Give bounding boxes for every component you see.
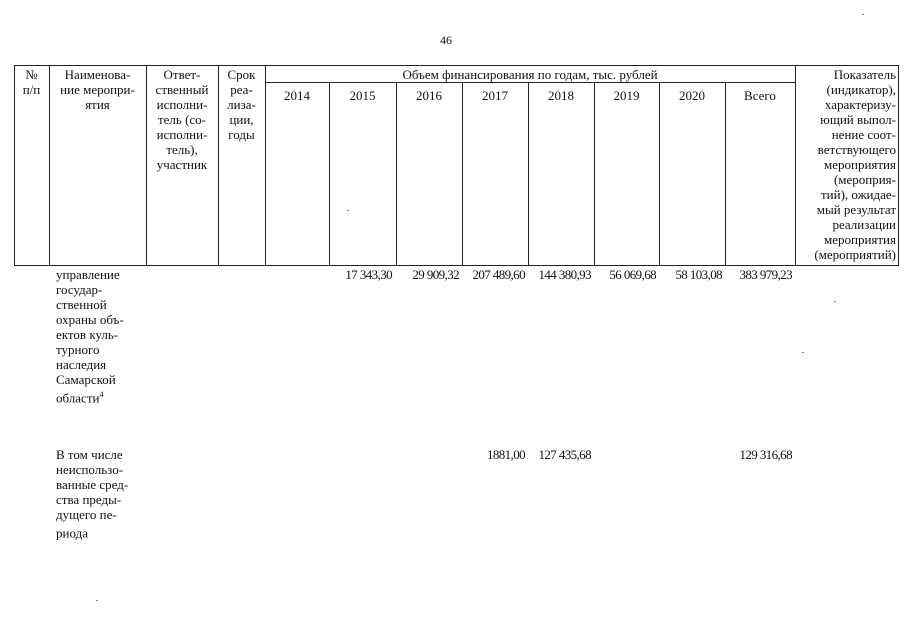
- header-col-term: Срок реа- лиза- ции, годы: [227, 67, 256, 142]
- row-1-value-total: 383 979,23: [739, 267, 792, 282]
- scan-speck: [802, 352, 804, 353]
- header-col-number: № п/п: [22, 67, 41, 97]
- row-1-value-2020: 58 103,08: [675, 267, 722, 282]
- page-number: 46: [440, 33, 452, 47]
- header-year-2015: 2015: [349, 88, 376, 103]
- row-1-name-text: управление государ- ственной охраны объ- ектов куль- турного наследия Самарской области: [56, 267, 124, 406]
- row-2-name-text: В том числе неиспользо- ванные сред- ства преды- дущего пе- риода: [56, 447, 129, 541]
- header-col-indicator: Показатель (индикатор), характеризу- ющий выпол- нение соот- ветствующего мероприятия (мероприя- тий), ожидае- мый результат реализации мероприятия (мероприятий): [814, 67, 896, 262]
- row-2-value-total: 129 316,68: [739, 447, 792, 462]
- header-col-funding: Объем финансирования по годам, тыс. рублей: [402, 67, 658, 82]
- header-year-2017: 2017: [482, 88, 508, 103]
- scan-speck: [96, 600, 98, 601]
- scan-speck: [862, 14, 864, 15]
- header-col-name: Наименова- ние меропри- ятия: [60, 67, 135, 112]
- row-2-value-2017: 1881,00: [486, 447, 525, 462]
- header-year-total: Всего: [744, 88, 776, 103]
- header-col-executor: Ответ- ственный исполни- тель (со- исполни- тель), участник: [155, 67, 209, 172]
- header-year-2014: 2014: [284, 88, 310, 103]
- header-year-2020: 2020: [679, 88, 705, 103]
- row-2-name: [56, 447, 146, 540]
- row-1-footnote: 4: [99, 390, 104, 399]
- row-1-value-2017: 207 489,60: [472, 267, 525, 282]
- row-1-name: [56, 267, 146, 405]
- scan-speck: [347, 210, 349, 211]
- header-year-2019: 2019: [613, 88, 640, 103]
- row-1-value-2018: 144 380,93: [538, 267, 591, 282]
- header-year-2016: 2016: [416, 88, 442, 103]
- header-year-2018: 2018: [548, 88, 574, 103]
- row-1-value-2015: 17 343,30: [345, 267, 392, 282]
- scan-speck: [834, 301, 836, 302]
- row-1-value-2019: 56 069,68: [609, 267, 656, 282]
- row-2-value-2018: 127 435,68: [538, 447, 591, 462]
- row-1-value-2016: 29 909,32: [412, 267, 459, 282]
